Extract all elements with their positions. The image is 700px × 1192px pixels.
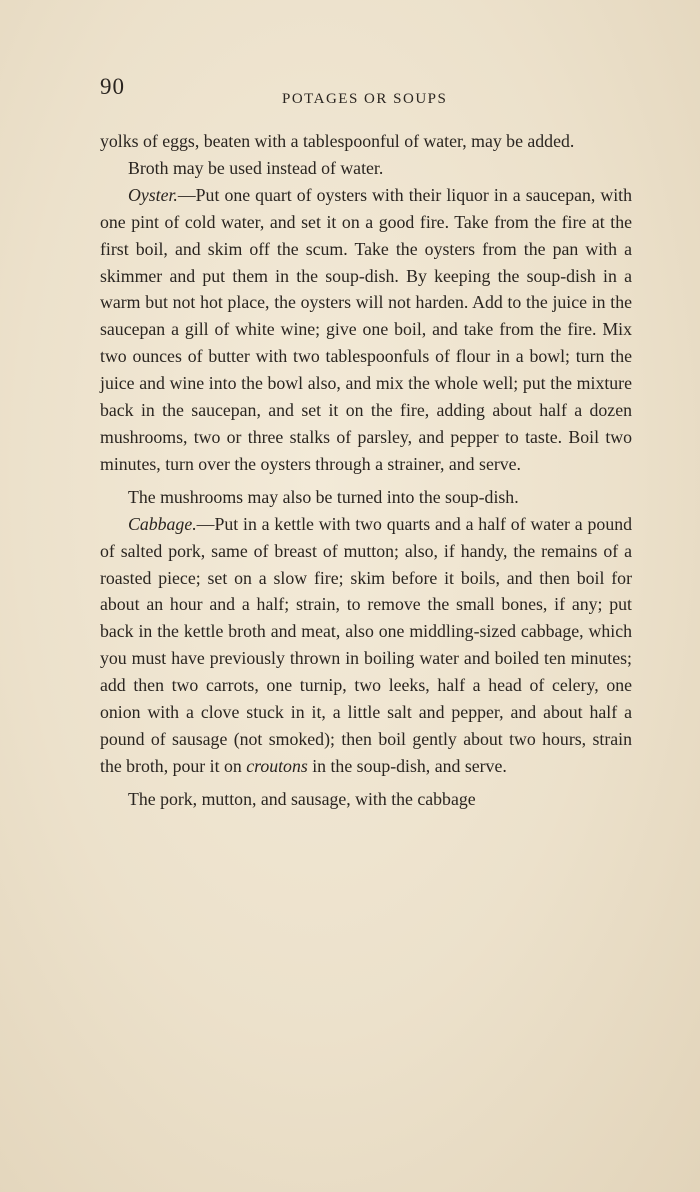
paragraph-text-tail: in the soup-dish, and serve. bbox=[307, 755, 507, 776]
paragraph-mushrooms bbox=[100, 484, 632, 511]
italic-term: croutons bbox=[246, 755, 308, 776]
running-head: POTAGES OR SOUPS bbox=[282, 91, 448, 107]
page-number: 90 bbox=[100, 74, 125, 99]
paragraph-text: The mushrooms may also be turned into the soup-dish. bbox=[128, 486, 519, 507]
paragraph-oyster bbox=[100, 182, 632, 478]
recipe-heading-oyster: Oyster. bbox=[128, 184, 178, 205]
recipe-heading-cabbage: Cabbage. bbox=[128, 513, 197, 534]
body-text bbox=[100, 128, 632, 813]
paragraph-continuation bbox=[100, 128, 632, 155]
paragraph-text: yolks of eggs, beaten with a tablespoonful of water, may be added. bbox=[100, 131, 575, 151]
paragraph-text: Broth may be used instead of water. bbox=[128, 157, 384, 178]
paragraph-cabbage bbox=[100, 511, 632, 780]
paragraph-text: —Put one quart of oysters with their liquor in a saucepan, with one pint of cold water, and set it on a good fire. Take from the fire at the first boil, and skim off the scum. Take the oysters from the pan with a skimmer and put them in the soup-dish. By keeping the soup-dish in a warm but not hot place, the oysters will not harden. Add to the juice in the saucepan a gill of white wine; give one boil, and take from the fire. Mix two ounces of butter with two tablespoonfuls of flour in a bowl; turn the juice and wine into the bowl also, and mix the whole well; put the mixture back in the saucepan, and set it on the fire, adding about half a dozen mushrooms, two or three stalks of parsley, and pepper to taste. Boil two minutes, turn over the oysters through a strainer, and serve. bbox=[100, 184, 632, 474]
paragraph-text: The pork, mutton, and sausage, with the cabbage bbox=[128, 788, 476, 809]
paragraph-broth bbox=[100, 155, 632, 182]
paragraph-pork bbox=[100, 786, 632, 813]
paragraph-text: —Put in a kettle with two quarts and a half of water a pound of salted pork, same of breast of mutton; also, if handy, the remains of a roasted piece; set on a slow fire; skim before it boils, and then boil for about an hour and a half; strain, to remove the small bones, if any; put back in the kettle broth and meat, also one middling-sized cabbage, which you must have previously thrown in boiling water and boiled ten minutes; add then two carrots, one turnip, two leeks, half a head of celery, one onion with a clove stuck in it, a little salt and pepper, and about half a pound of sausage (not smoked); then boil gently about two hours, strain the broth, pour it on bbox=[100, 513, 632, 776]
